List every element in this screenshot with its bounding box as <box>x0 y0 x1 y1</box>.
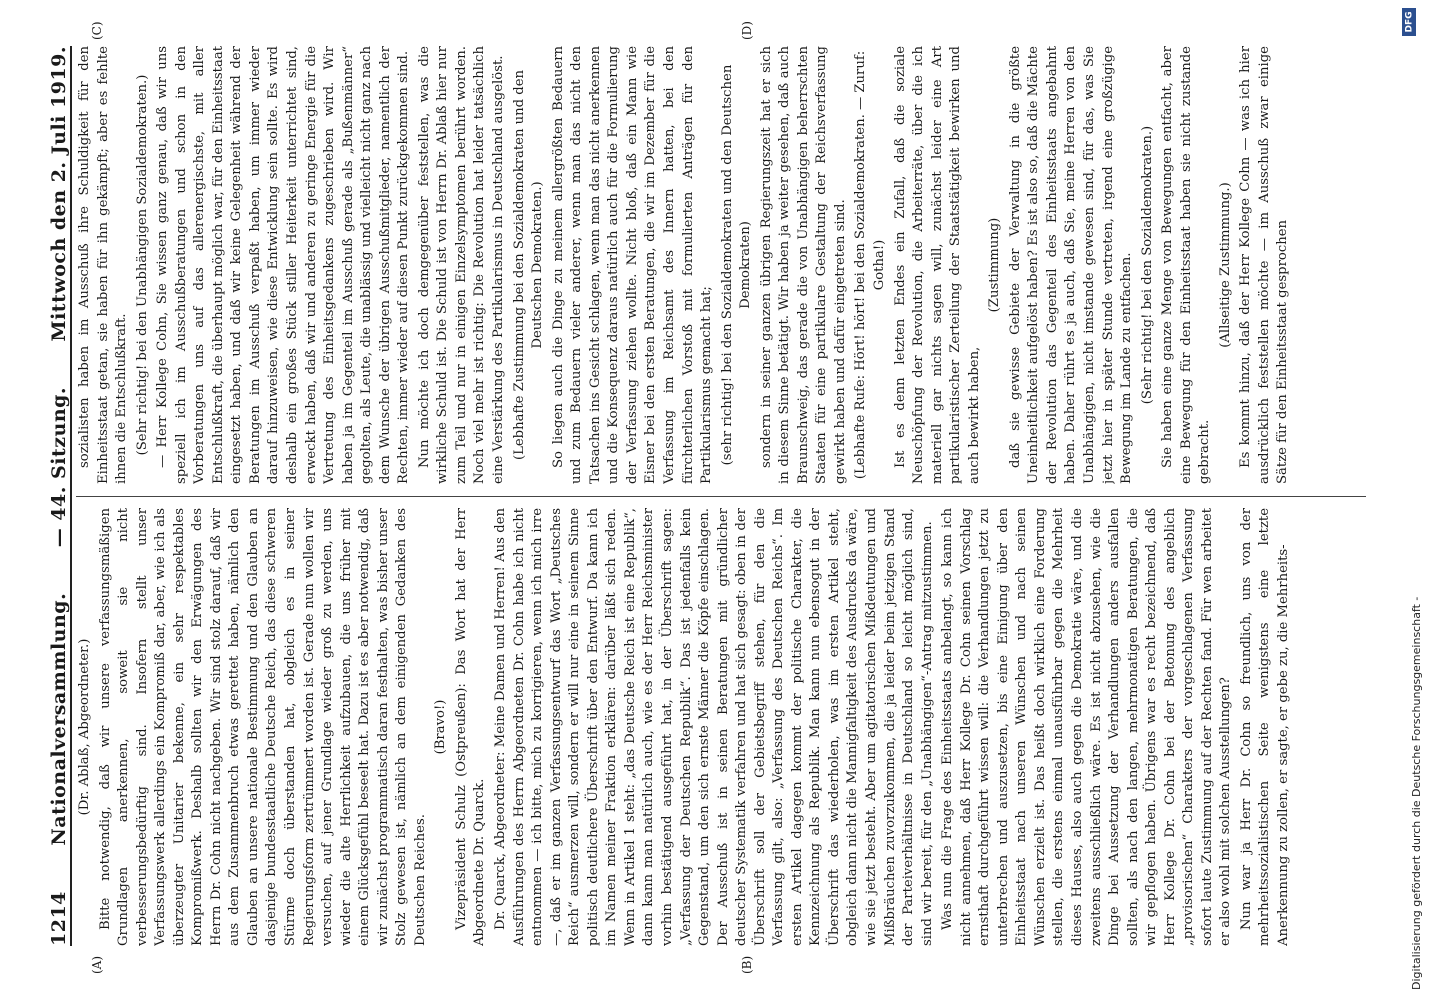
credit-text: Digitalisierung gefördert durch die Deutsche Forschungsgemeinschaft - <box>1410 596 1423 990</box>
margin-marker-a: (A) <box>90 955 104 974</box>
right-column <box>76 46 1366 484</box>
column-divider <box>76 496 1366 497</box>
paragraph: Bitte notwendig, daß wir unsere verfassungsmäßigen Grundlagen anerkennen, soweit sie nicht verbesserungsbedürftig sind. Insofern stellt unser Verfassungswerk allerdings ein Kompromiß dar, aber, wie ich als überzeugter Unitarier bekenne, ein sehr respektables Kompromißwerk. Deshalb sollten wir den Erwägungen des Herrn Dr. Cohn nicht nachgeben. Wir sind stolz darauf, daß wir aus dem Zusammenbruch etwas gerettet haben, nämlich den Glauben an unsere nationale Bestimmung und den Glauben an dasjenige bundesstaatliche Deutsche Reich, das diese schweren Stürme doch überstanden hat, obgleich es in seiner Regierungsform zertrümmert worden ist. Gerade nun wollen wir versuchen, auf jener Grundlage wieder groß zu werden, uns wieder die alte Herrlichkeit aufzubauen, die uns früher mit einem Glücksgefühl beseelt hat. Dazu ist es aber notwendig, daß wir zunächst programmatisch daran festhalten, was bisher unser Stolz gewesen ist, nämlich an dem einigenden Gedanken des Deutschen Reiches. <box>97 508 428 946</box>
interjection: (sehr richtig! bei den Sozialdemokraten und den Deutschen Demokraten) <box>719 64 754 466</box>
margin-marker-b: (B) <box>740 955 754 974</box>
paragraph: sozialisten haben im Ausschuß ihre Schuldigkeit für den Einheitsstaat getan, sie haben für ihn gekämpft; aber es fehlte ihnen die Entschlußkraft. <box>77 46 130 484</box>
session-date: Mittwoch den 2. Juli 1919. <box>48 46 70 342</box>
interjection: (Allseitige Zustimmung.) <box>1217 182 1233 348</box>
paragraph: — Herr Kollege Cohn, Sie wissen ganz genau, daß wir uns speziell ich im Ausschußberatungen und schon in den Vorberatungen uns auf das allerenergischste, mit aller Entschlußkraft, die überhaupt möglich war, für den Einheitsstaat eingesetzt haben, und daß wir keine Gelegenheit während der Beratungen im Ausschuß verpaßt haben, um immer wieder darauf hinzuweisen, wie diese Entwicklung sein sollte. Es wird deshalb ein großes Stück stiller Heiterkeit unterrichtet sind, erweckt haben, daß wir und anderen zu geringe Energie für die Vertretung des Einheitsgedankens zugeschrieben wird. Wir haben ja im Gegenteil im Ausschuß gerade als „Bußenmänner“ gegolten, als Leute, die unablässig und vielleicht nicht ganz nach dem Wunsche der übrigen Ausschußmitglieder, namentlich der Rechten, immer wieder auf diesen Punkt zurückgekommen sind. <box>155 46 412 484</box>
session-title: — 44. Sitzung. <box>48 386 70 548</box>
paragraph: Vizepräsident Schulz (Ostpreußen): Das Wort hat der Herr Abgeordnete Dr. Quarck. <box>453 508 488 946</box>
interjection: (Sehr richtig! bei den Unabhängigen Sozialdemokraten.) <box>134 74 150 456</box>
dfg-logo: DFG <box>1402 8 1416 36</box>
interjection: (Lebhafte Rufe: Hört! hört! bei den Sozialdemokraten. — Zuruf: Gotha!) <box>853 50 887 480</box>
running-head <box>40 46 72 946</box>
paragraph: sondern in seiner ganzen übrigen Regierungszeit hat er sich in diesem Sinne betätigt. Wir haben ja weiter gesehen, daß auch Braunschweig, das gerade die von Unabhängigen beherrschten Staaten für eine partikulare Gestaltung der Reichsverfassung gewirkt haben und dafür eingetreten sind. <box>758 46 848 484</box>
paragraph: Dr. Quarck, Abgeordneter: Meine Damen und Herren! Aus den Ausführungen des Herrn Abgeordneten Dr. Cohn habe ich nicht entnommen — ich bitte, mich zu korrigieren, wenn ich mich irre —, daß er im ganzen Verfassungsentwurf das Wort „Deutsches Reich“ ausmerzen will, sondern er will nur eine in seinem Sinne politisch deutlichere Überschrift über den Entwurf. Da kann ich im Namen meiner Fraktion erklären: darüber läßt sich reden. Wenn in Artikel 1 steht: „das Deutsche Reich ist eine Republik“, dann kann man natürlich auch, wie es der Herr Reichsminister vorhin bestätigend ausgeführt hat, in der Überschrift sagen: „Verfassung der Deutschen Republik“. Das ist jedenfalls kein Gegenstand, um den sich ernste Männer die Köpfe einschlagen. Der Ausschuß ist in seinen Beratungen mit gründlicher deutscher Systematik verfahren und hat sich gesagt: oben in der Überschrift soll der Gebietsbegriff stehen, für den die Verfassung gilt, also: „Verfassung des Deutschen Reichs“. Im ersten Artikel dagegen kommt der politische Charakter, die Kennzeichnung als Republik. Man kann nun ebensogut in der Überschrift das wiederholen, was im ersten Artikel steht, obgleich dann nicht die Mannigfaltigkeit des Ausdrucks da wäre, wie sie jetzt besteht. Aber um agitatorischen Mißdeutungen und Mißbräuchen zuvorzukommen, die ja leider beim jetzigen Stand der Parteiverhältnisse in Deutschland so leicht möglich sind, sind wir bereit, für den „Unabhängigen“-Antrag mitzustimmen. <box>493 508 935 946</box>
paragraph: Nun möchte ich doch demgegenüber feststellen, was die wirkliche Schuld ist. Die Schuld ist von Herrn Dr. Ablaß hier nur zum Teil und nur in einigen Einzelsymptomen berührt worden. Noch viel mehr ist richtig: Die Revolution hat leider tatsächlich eine Verstärkung des Partikularismus in Deutschland ausgelöst. <box>416 46 507 484</box>
interjection: (Sehr richtig! bei den Sozialdemokraten.) <box>1139 125 1155 405</box>
left-column <box>76 508 1366 946</box>
paragraph: Es kommt hinzu, daß der Herr Kollege Cohn — was ich hier ausdrücklich feststellen möchte — im Ausschuß zwar einige Sätze für den Einheitsstaat gesprochen <box>1238 46 1291 484</box>
interjection: (Zustimmung) <box>987 217 1003 313</box>
paragraph: So liegen auch die Dinge zu meinem allergrößten Bedauern und zum Bedauern vieler anderer, wenn man das nicht den Tatsachen ins Gesicht schlagen, wenn man das nicht anerkennen und die Konsequenz daraus natürlich auch für die Formulierung der Verfassung ziehen wollte. Nicht bloß, daß ein Mann wie Eisner bei den ersten Beratungen, die wir im Dezember für die Verfassung im Reichsamt des Innern hatten, bei den fürchterlichen Vorstoß mit formulierten Anträgen für den Partikularismus gemacht hat; <box>550 46 715 484</box>
paragraph: Nun war ja Herr Dr. Cohn so freundlich, uns von der mehrheitssozialistischen Seite wenigstens eine letzte Anerkennung zu zollen, er sagte, er gebe zu, die Mehrheits- <box>1238 508 1291 946</box>
paragraph: Was nun die Frage des Einheitsstaats anbelangt, so kann ich nicht annehmen, daß Herr Kollege Dr. Cohn seinen Vorschlag ernsthaft durchgeführt wissen will: die Verhandlungen jetzt zu unterbrechen und auszusetzen, bis eine Einigung über den Einheitsstaat nach unseren Wünschen und nach seinen Wünschen erzielt ist. Das heißt doch wirklich eine Forderung stellen, die erstens einmal unausführbar gegen die Mehrheit dieses Hauses, also auch gegen die Demokratie wäre, und die zweitens ausschließlich wäre. Es ist nicht abzusehen, wie die Dinge bei Aussetzung der Verhandlungen anders ausfallen sollten, als nach den langen, mehrmonatigen Beratungen, die wir gepflogen haben. Übrigens war es recht bezeichnend, daß Herr Kollege Dr. Cohn bei der Betonung des angeblich „provisorischen“ Charakters der vorgeschlagenen Verfassung sofort laute Zustimmung auf der Rechten fand. Für wen arbeitet er also wohl mit solchen Ausstellungen? <box>940 508 1234 946</box>
assembly-title: Nationalversammlung. <box>48 592 70 846</box>
paragraph: (Dr. Ablaß, Abgeordneter.) <box>77 638 92 816</box>
paragraph: daß sie gewisse Gebiete der Verwaltung in die größte Uneinheitlichkeit aufgelöst haben? Es ist also so, daß die Mächte der Revolution das Gegenteil des Einheitsstaats angebahnt haben. Daher rührt es ja auch, daß Sie, meine Herren von den Unabhängigen, nicht imstande gewesen sind, für das, was Sie jetzt hier in später Stunde vertreten, irgend eine großzügige Bewegung im Lande zu entfachen. <box>1007 46 1135 484</box>
page-number: 1214 <box>48 891 70 946</box>
digitization-credit <box>1392 0 1422 1000</box>
margin-marker-c: (C) <box>90 21 104 40</box>
paragraph: Ist es denn letzten Endes ein Zufall, daß die soziale Neuschöpfung der Revolution, die Arbeiterräte, über die ich materiell gar nichts sagen will, zunächst leider eine Art partikularistischer Zerteilung der Staatstätigkeit bewirken und auch bewirkt haben, <box>892 46 982 484</box>
margin-marker-d: (D) <box>740 21 754 40</box>
interjection: (Lebhafte Zustimmung bei den Sozialdemokraten und den Deutschen Demokraten.) <box>511 69 546 461</box>
interjection: (Bravo!) <box>433 699 449 755</box>
paragraph: Sie haben eine ganze Menge von Bewegungen entfacht, aber eine Bewegung für den Einheitsstaat haben sie nicht zustande gebracht. <box>1160 46 1213 484</box>
